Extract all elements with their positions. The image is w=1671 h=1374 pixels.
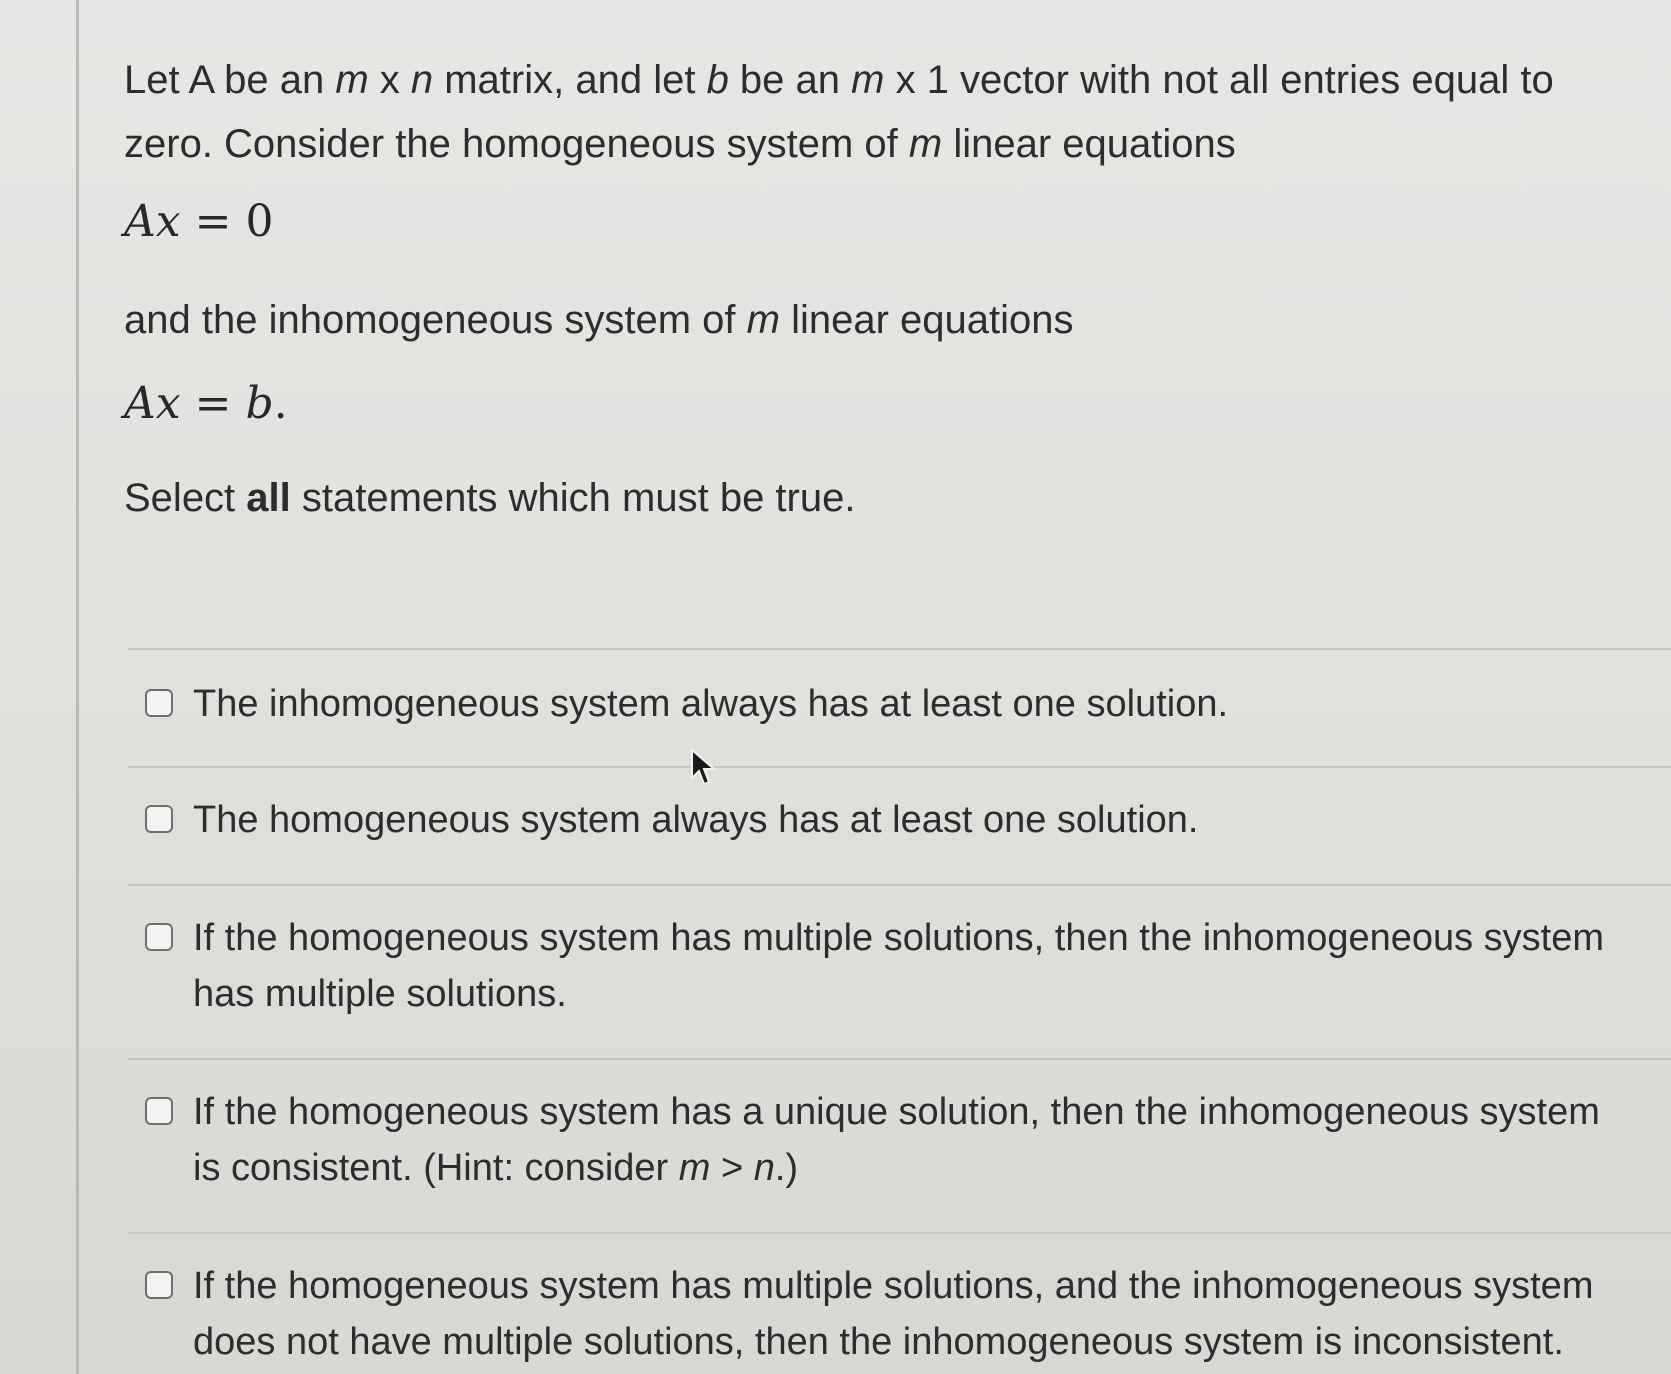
empty-checkbox-icon[interactable]: [145, 1271, 173, 1299]
option-1[interactable]: [128, 676, 1671, 732]
option-5-label: If the homogeneous system has multiple solutions, and the inhomogeneous system does not have multiple solutions, then the inhomogeneous system is inconsistent.: [193, 1265, 1594, 1363]
option-2[interactable]: [128, 792, 1671, 848]
empty-checkbox-icon[interactable]: [145, 923, 173, 951]
answer-options: [128, 648, 1671, 1370]
empty-checkbox-icon[interactable]: [145, 689, 173, 717]
question-paragraph-1: Let A be an m x n matrix, and let b be an m x 1 vector with not all entries equal to zero. Consider the homogeneous system of m linear equations: [124, 58, 1554, 166]
empty-checkbox-icon[interactable]: [145, 1097, 173, 1125]
inhomogeneous-equation: Ax = b.: [124, 378, 288, 429]
option-2-label: The homogeneous system always has at least one solution.: [193, 799, 1199, 841]
option-5[interactable]: [128, 1258, 1671, 1370]
divider: [128, 1232, 1671, 1234]
divider: [128, 1058, 1671, 1060]
question-text: [124, 48, 1644, 176]
select-instruction: Select all statements which must be true.: [124, 476, 856, 520]
divider: [128, 884, 1671, 886]
divider: [128, 648, 1671, 650]
question-paragraph-2: and the inhomogeneous system of m linear equations: [124, 298, 1074, 342]
option-3[interactable]: [128, 910, 1671, 1022]
empty-checkbox-icon[interactable]: [145, 805, 173, 833]
divider: [128, 766, 1671, 768]
option-3-label: If the homogeneous system has multiple solutions, then the inhomogeneous system has multiple solutions.: [193, 917, 1605, 1015]
mouse-pointer-icon: [690, 748, 718, 788]
left-border: [76, 0, 79, 1374]
option-1-label: The inhomogeneous system always has at least one solution.: [193, 683, 1229, 725]
option-4[interactable]: [128, 1084, 1671, 1196]
option-4-label: If the homogeneous system has a unique solution, then the inhomogeneous system is consistent. (Hint: consider m > n.): [193, 1091, 1600, 1189]
homogeneous-equation: Ax = 0: [124, 196, 274, 247]
